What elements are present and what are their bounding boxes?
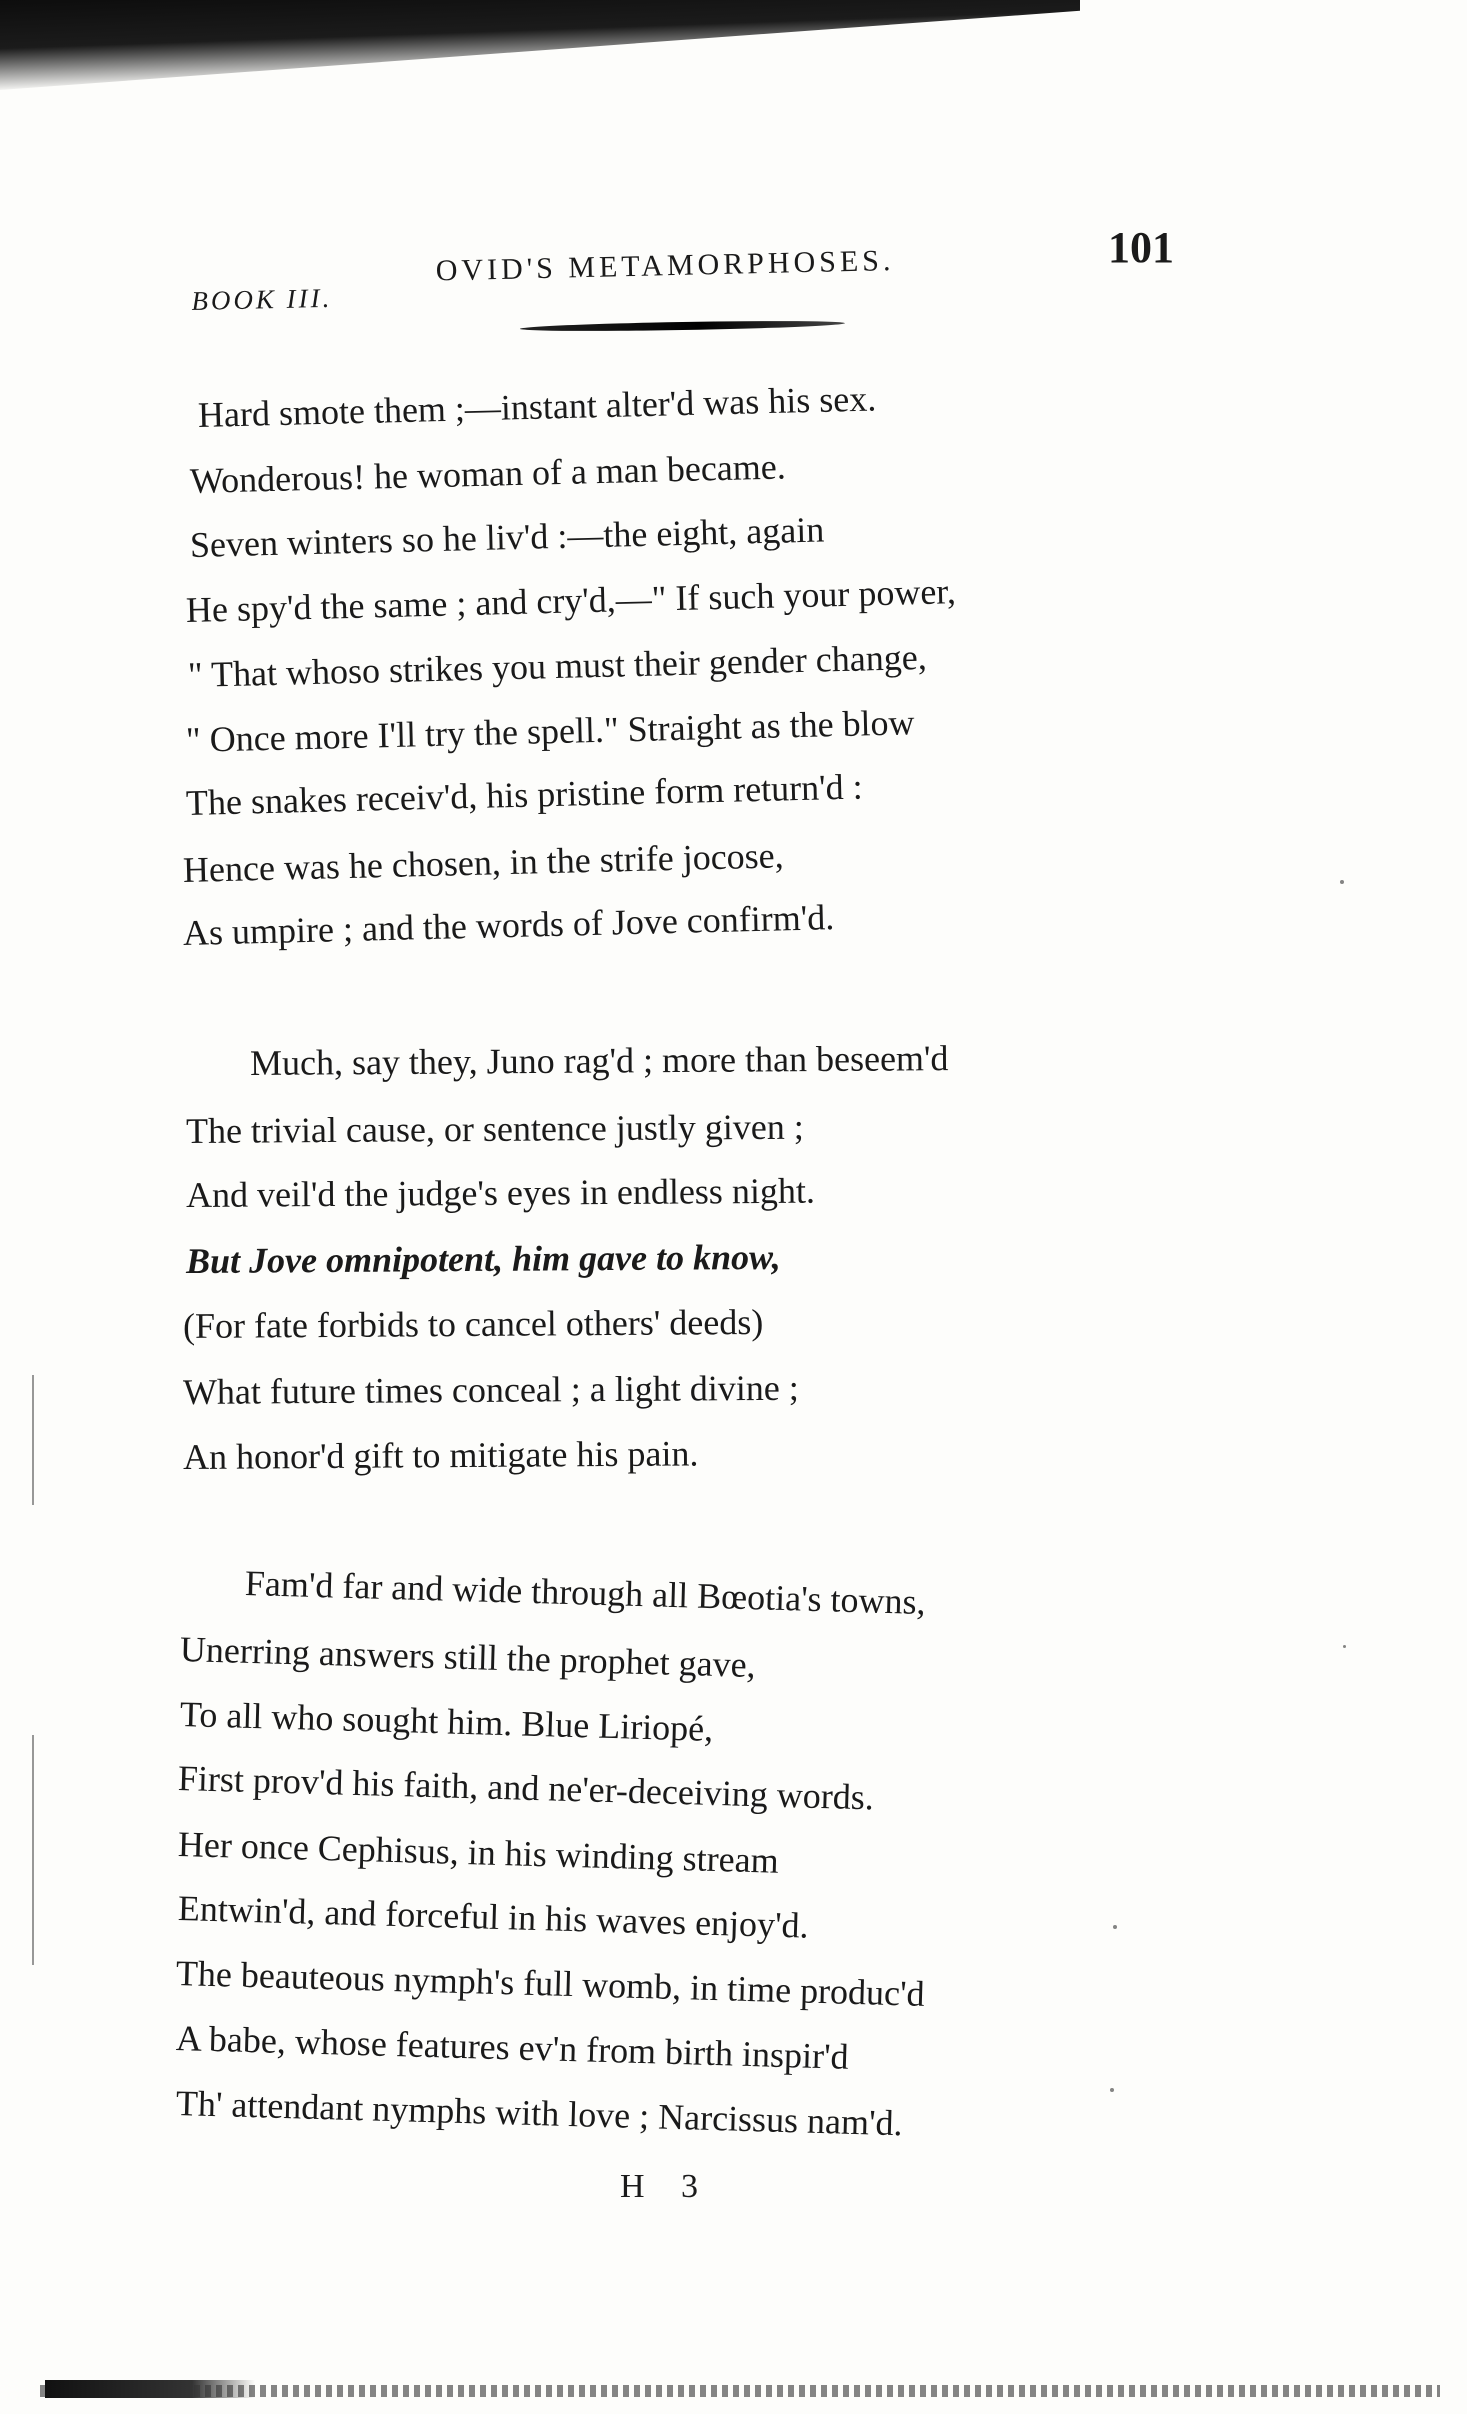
page-number: 101: [1108, 223, 1174, 272]
verse-line: The trivial cause, or sentence justly given ;: [185, 1106, 804, 1151]
signature-mark: H 3: [620, 2168, 713, 2205]
verse-line: (For fate forbids to cancel others' deeds): [182, 1301, 764, 1346]
verse-line: Unerring answers still the prophet gave,: [179, 1629, 757, 1686]
verse-line: Hard smote them ;—instant alter'd was his sex.: [197, 378, 877, 435]
verse-line: " That whoso strikes you must their gender change,: [187, 636, 928, 695]
verse-line: And veil'd the judge's eyes in endless night.: [185, 1170, 815, 1215]
verse-line: A babe, whose features ev'n from birth inspir'd: [175, 2018, 850, 2077]
scan-speck: [1340, 880, 1344, 884]
verse-line: As umpire ; and the words of Jove confirm'd.: [182, 897, 835, 953]
verse-line: He spy'd the same ; and cry'd,—" If such your power,: [185, 571, 957, 630]
verse-line: Much, say they, Juno rag'd ; more than beseem'd: [249, 1038, 949, 1083]
verse-line: Wonderous! he woman of a man became.: [189, 446, 787, 501]
verse-line: " Once more I'll try the spell." Straight as the blow: [185, 702, 915, 760]
scan-mark-left: [32, 1735, 34, 1965]
verse-line: Hence was he chosen, in the strife jocose,: [182, 835, 785, 890]
verse-line: Th' attendant nymphs with love ; Narcissus nam'd.: [175, 2083, 904, 2144]
verse-line: Fam'd far and wide through all Bœotia's towns,: [244, 1563, 927, 1623]
scan-speck: [1110, 2088, 1114, 2092]
verse-line: But Jove omnipotent, him gave to know,: [185, 1236, 781, 1281]
verse-line: First prov'd his faith, and ne'er-deceiving words.: [177, 1758, 875, 1818]
verse-line: The snakes receiv'd, his pristine form return'd :: [185, 766, 864, 823]
running-title: OVID'S METAMORPHOSES.: [435, 244, 895, 288]
verse-line: Her once Cephisus, in his winding stream: [177, 1824, 780, 1881]
verse-line: The beauteous nymph's full womb, in time produc'd: [175, 1953, 926, 2014]
scan-speck: [1113, 1925, 1117, 1929]
verse-line: Entwin'd, and forceful in his waves enjoy'd.: [177, 1888, 810, 1946]
verse-line: To all who sought him. Blue Liriopé,: [179, 1694, 714, 1749]
verse-line: Seven winters so he liv'd :—the eight, again: [189, 509, 825, 565]
scan-speck: [1343, 1645, 1346, 1648]
verse-line: An honor'd gift to mitigate his pain.: [182, 1433, 699, 1477]
scan-mark-left: [32, 1375, 34, 1505]
scan-shadow-bottom: [45, 2380, 255, 2398]
book-label: BOOK III.: [191, 282, 333, 316]
verse-line: What future times conceal ; a light divine ;: [182, 1367, 799, 1412]
